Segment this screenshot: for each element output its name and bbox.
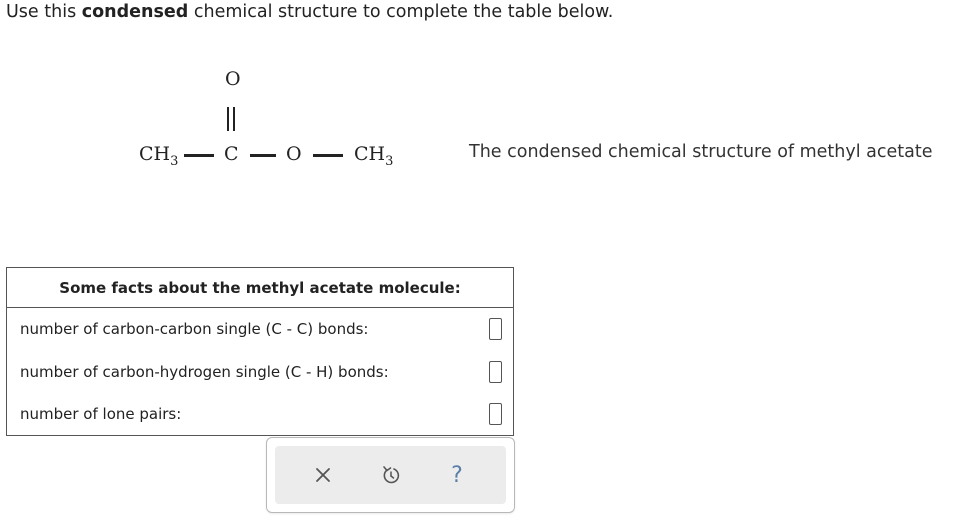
facts-row-cc-bonds — [20, 315, 502, 343]
cc-bonds-label: number of carbon-carbon single (C - C) bonds: — [20, 320, 369, 338]
ch-bonds-label: number of carbon-hydrogen single (C - H) bonds: — [20, 363, 389, 381]
left-methyl-group — [139, 145, 178, 168]
double-bond-left — [227, 107, 229, 131]
carbonyl-oxygen: O — [225, 68, 241, 90]
lone-pairs-label: number of lone pairs: — [20, 405, 182, 423]
bond-o-ch3 — [313, 154, 343, 157]
left-methyl-text: CH — [139, 143, 171, 165]
condensed-structure — [0, 0, 470, 200]
undo-button[interactable] — [361, 446, 421, 504]
facts-row-lone-pairs — [20, 400, 502, 428]
x-icon — [314, 466, 332, 484]
prompt-before: Use this — [6, 2, 82, 22]
action-toolbar — [275, 446, 506, 504]
left-methyl-sub: 3 — [170, 154, 179, 169]
cc-bonds-answer-input[interactable] — [489, 318, 502, 340]
right-methyl-sub: 3 — [385, 154, 394, 169]
clear-button[interactable] — [293, 446, 353, 504]
question-icon: ? — [451, 462, 463, 488]
bond-c-o — [250, 154, 276, 157]
facts-header: Some facts about the methyl acetate molecule: — [7, 268, 513, 308]
facts-row-ch-bonds — [20, 358, 502, 386]
ch-bonds-answer-input[interactable] — [489, 361, 502, 383]
prompt-emphasis: condensed — [81, 2, 189, 22]
facts-table — [6, 267, 514, 436]
right-methyl-text: CH — [354, 143, 386, 165]
double-bond-right — [233, 107, 235, 131]
undo-icon — [380, 464, 402, 486]
carbonyl-carbon: C — [224, 143, 239, 165]
right-methyl-group — [354, 145, 393, 168]
lone-pairs-answer-input[interactable] — [489, 403, 502, 425]
ester-oxygen: O — [286, 143, 302, 165]
help-button[interactable] — [427, 446, 487, 504]
prompt-after: chemical structure to complete the table below. — [188, 2, 614, 22]
structure-caption: The condensed chemical structure of methyl acetate — [469, 142, 933, 162]
bond-ch3-c — [184, 154, 214, 157]
action-panel — [266, 437, 515, 513]
